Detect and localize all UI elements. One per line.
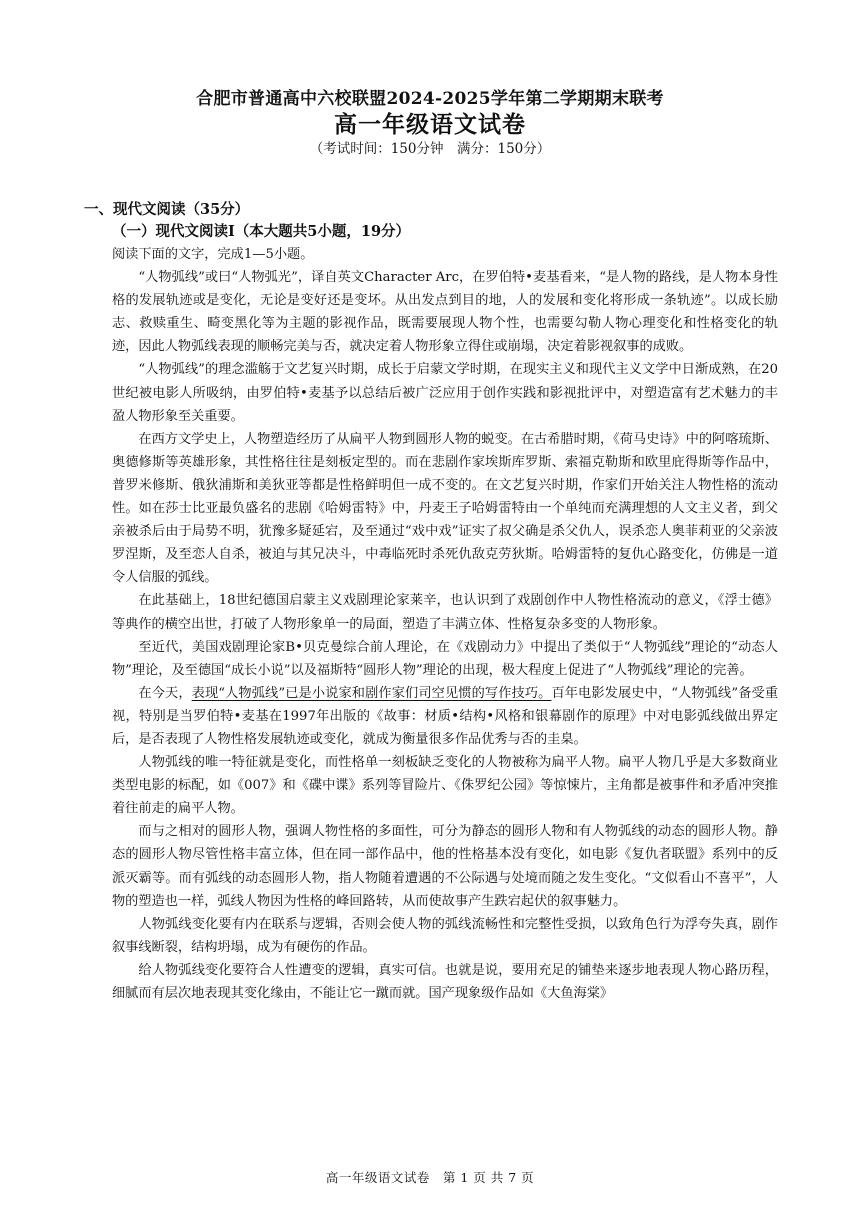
paragraph-1: “人物弧线”或曰“人物弧光”，译自英文Character Arc，在罗伯特•麦基看来，“是人物的路线，是人物本身性格的发展轨迹或是变化，无论是变好还是变坏。从出发点到目的地，人的发展和变化将形成一条轨迹”。以成长励志、救赎重生、畸变黑化等为主题的影视作品，既需要展现人物个性，也需要勾勒人物心理变化和性格变化的轨迹，因此人物弧线表现的顺畅完美与否，就决定着人物形象立得住或崩塌，决定着影视叙事的成败。 [112, 270, 778, 355]
section-title: 一、现代文阅读（35分） [84, 201, 250, 218]
paragraph-6-prefix: 在今天， [138, 685, 192, 701]
paragraph-5: 至近代，美国戏剧理论家B•贝克曼综合前人理论，在《戏剧动力》中提出了类似于“人物弧线”理论的“动态人物”理论，及至德国“成长小说”以及福斯特“圆形人物”理论的出现，极大程度上促进了“人物弧线”理论的完善。 [112, 639, 778, 678]
paragraph-7: 人物弧线的唯一特征就是变化，而性格单一刻板缺乏变化的人物被称为扁平人物。扁平人物几乎是大多数商业类型电影的标配，如《007》和《碟中谍》系列等冒险片、《侏罗纪公园》等惊悚片，主角都是被事件和矛盾冲突推着往前走的扁平人物。 [112, 755, 778, 817]
instruction: 阅读下面的文字，完成1—5小题。 [112, 247, 314, 262]
paragraph-6-rest: 百年电影发展史中，“人物弧线”备受重视，特别是当罗伯特•麦基在1997年出版的《故事：材质•结构•风格和银幕剧作的原理》中对电影弧线做出界定后，是否表现了人物性格发展轨迹或变化，就成为衡量很多作品优秀与否的圭臬。 [112, 685, 779, 747]
paragraph-4: 在此基础上，18世纪德国启蒙主义戏剧理论家莱辛，也认识到了戏剧创作中人物性格流动的意义，《浮士德》等典作的横空出世，打破了人物形象单一的局面，塑造了丰满立体、性格复杂多变的人物形象。 [112, 593, 778, 632]
paragraph-2: “人物弧线”的理念滥觞于文艺复兴时期，成长于启蒙文学时期，在现实主义和现代主义文学中日渐成熟，在20世纪被电影人所吸纳，由罗伯特•麦基予以总结后被广泛应用于创作实践和影视批评中，对塑造富有艺术魅力的丰盈人物形象至关重要。 [112, 362, 778, 424]
paragraph-8: 而与之相对的圆形人物，强调人物性格的多面性，可分为静态的圆形人物和有人物弧线的动态的圆形人物。静态的圆形人物尽管性格丰富立体，但在同一部作品中，他的性格基本没有变化，如电影《复仇者联盟》系列中的反派灭霸等。而有弧线的动态圆形人物，指人物随着遭遇的不公际遇与处境而随之发生变化。“文似看山不喜平”，人物的塑造也一样，弧线人物因为性格的峰回路转，从而使故事产生跌宕起伏的叙事魅力。 [112, 824, 778, 909]
paragraph-3: 在西方文学史上，人物塑造经历了从扁平人物到圆形人物的蜕变。在古希腊时期，《荷马史诗》中的阿喀琉斯、奥德修斯等英雄形象，其性格往往是刻板定型的。而在悲剧作家埃斯库罗斯、索福克勒斯和欧里庇得斯等作品中，普罗米修斯、俄狄浦斯和美狄亚等都是性格鲜明但一成不变的。在文艺复兴时期，作家们开始关注人物性格的流动性。如在莎士比亚最负盛名的悲剧《哈姆雷特》中，丹麦王子哈姆雷特由一个单纯而充满理想的人文主义者，到父亲被杀后由于局势不明，犹豫多疑延宕，及至通过“戏中戏”证实了叔父确是杀父仇人，误杀恋人奥菲莉亚的父亲波罗涅斯，及至恋人自杀，被迫与其兄决斗，中毒临死时杀死仇敌克劳狄斯。哈姆雷特的复仇心路变化，仿佛是一道令人信服的弧线。 [112, 431, 778, 586]
exam-title: 高一年级语文试卷 [334, 111, 526, 138]
exam-time-info: （考试时间：150分钟 满分：150分） [309, 141, 551, 157]
underlined-sentence: 表现“人物弧线”已是小说家和剧作家们司空见惯的写作技巧。 [191, 685, 552, 701]
paragraph-10: 给人物弧线变化要符合人性遭变的逻辑，真实可信。也就是说，要用充足的铺垫来逐步地表现人物心路历程，细腻而有层次地表现其变化缘由，不能让它一蹴而就。国产现象级作品如《大鱼海棠》 [112, 962, 778, 1001]
reading-passage [112, 243, 778, 1005]
page-footer: 高一年级语文试卷 第 1 页 共 7 页 [325, 1170, 535, 1185]
subsection-title: （一）现代文阅读Ⅰ（本大题共5小题，19分） [112, 223, 411, 240]
paragraph-9: 人物弧线变化要有内在联系与逻辑，否则会使人物的弧线流畅性和完整性受损，以致角色行为浮夸失真，剧作叙事线断裂，结构坍塌，成为有硬伤的作品。 [112, 916, 778, 955]
paragraph-6 [112, 682, 778, 751]
exam-header-line1: 合肥市普通高中六校联盟2024-2025学年第二学期期末联考 [196, 89, 664, 109]
